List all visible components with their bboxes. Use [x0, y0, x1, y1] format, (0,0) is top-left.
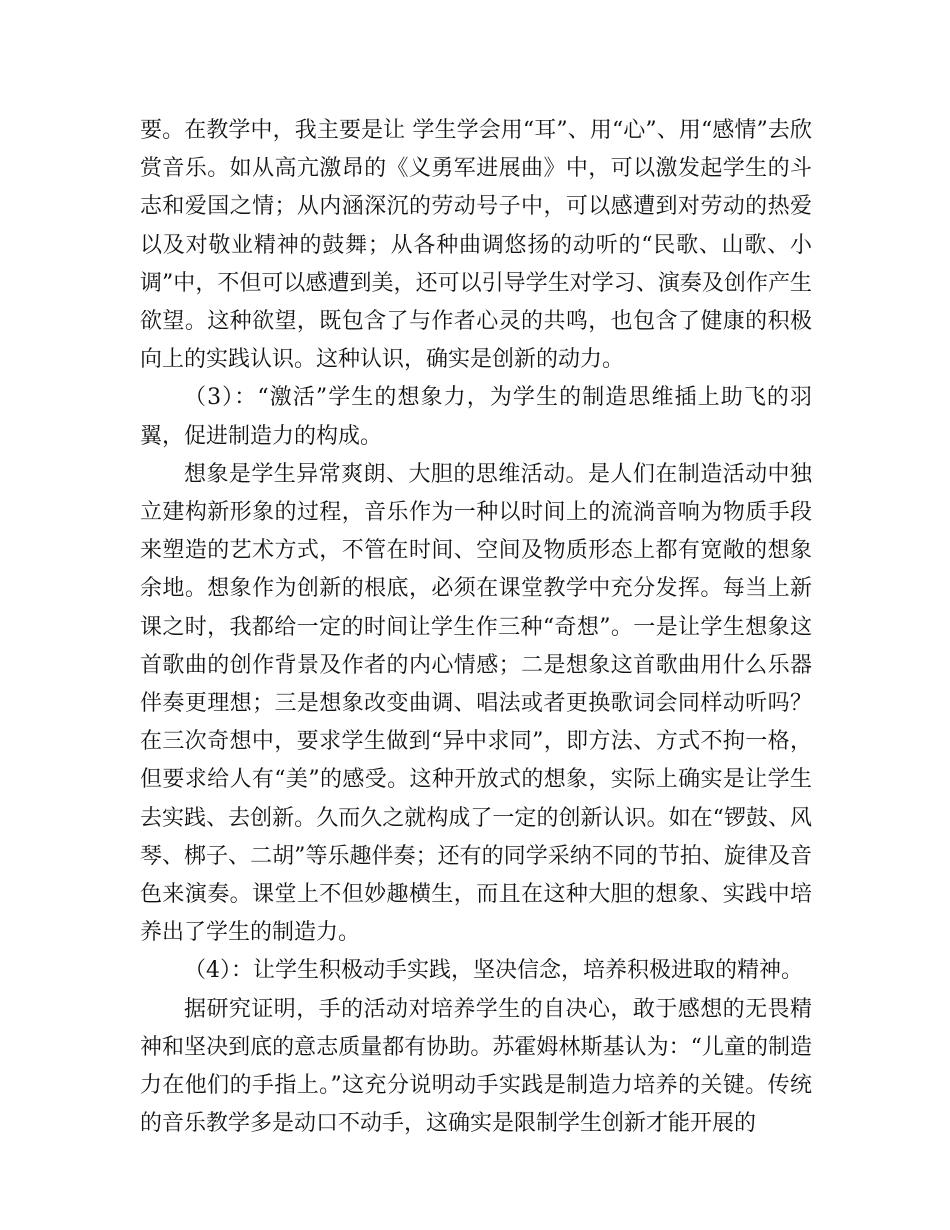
paragraph-imagination: 想象是学生异常爽朗、大胆的思维活动。是人们在制造活动中独立建构新形象的过程，音乐作为一种以时间上的流淌音响为物质手段来塑造的艺术方式，不管在时间、空间及物质形态上都有宽敞的想象余地。想象作为创新的根底，必须在课堂教学中充分发挥。每当上新课之时，我都给一定的时间让学生作三种“奇想”。一是让学生想象这首歌曲的创作背景及作者的内心情感；二是想象这首歌曲用什么乐器伴奏更理想；三是想象改变曲调、唱法或者更换歌词会同样动听吗？在三次奇想中，要求学生做到“异中求同”，即方法、方式不拘一格，但要求给人有“美”的感受。这种开放式的想象，实际上确实是让学生去实践、去创新。久而久之就构成了一定的创新认识。如在“锣鼓、风琴、梆子、二胡”等乐趣伴奏；还有的同学采纳不同的节拍、旋律及音色来演奏。课堂上不但妙趣横生，而且在这种大胆的想象、实践中培养出了学生的制造力。	[140, 461, 812, 946]
section-heading-3: （3）：“激活”学生的想象力，为学生的制造思维插上助飞的羽翼，促进制造力的构成。	[140, 385, 812, 449]
document-body	[140, 112, 812, 1143]
section-heading-4: （4）：让学生积极动手实践，坚决信念，培养积极进取的精神。	[184, 958, 803, 984]
paragraph-hands-on-practice: 据研究证明，手的活动对培养学生的自决心，敢于感想的无畏精神和坚决到底的意志质量都有协助。苏霍姆林斯基认为：“儿童的制造力在他们的手指上。”这充分说明动手实践是制造力培养的关键。传统的音乐教学多是动口不动手，这确实是限制学生创新才能开展的	[140, 996, 812, 1137]
paragraph-continuation: 要。在教学中，我主要是让 学生学会用“耳”、用“心”、用“感情”去欣赏音乐。如从高亢激昂的《义勇军进展曲》中，可以激发起学生的斗志和爱国之情；从内涵深沉的劳动号子中，可以感遭到对劳动的热爱以及对敬业精神的鼓舞；从各种曲调悠扬的动听的“民歌、山歌、小调”中，不但可以感遭到美，还可以引导学生对学习、演奏及创作产生欲望。这种欲望，既包含了与作者心灵的共鸣，也包含了健康的积极向上的实践认识。这种认识，确实是创新的动力。	[140, 118, 812, 373]
